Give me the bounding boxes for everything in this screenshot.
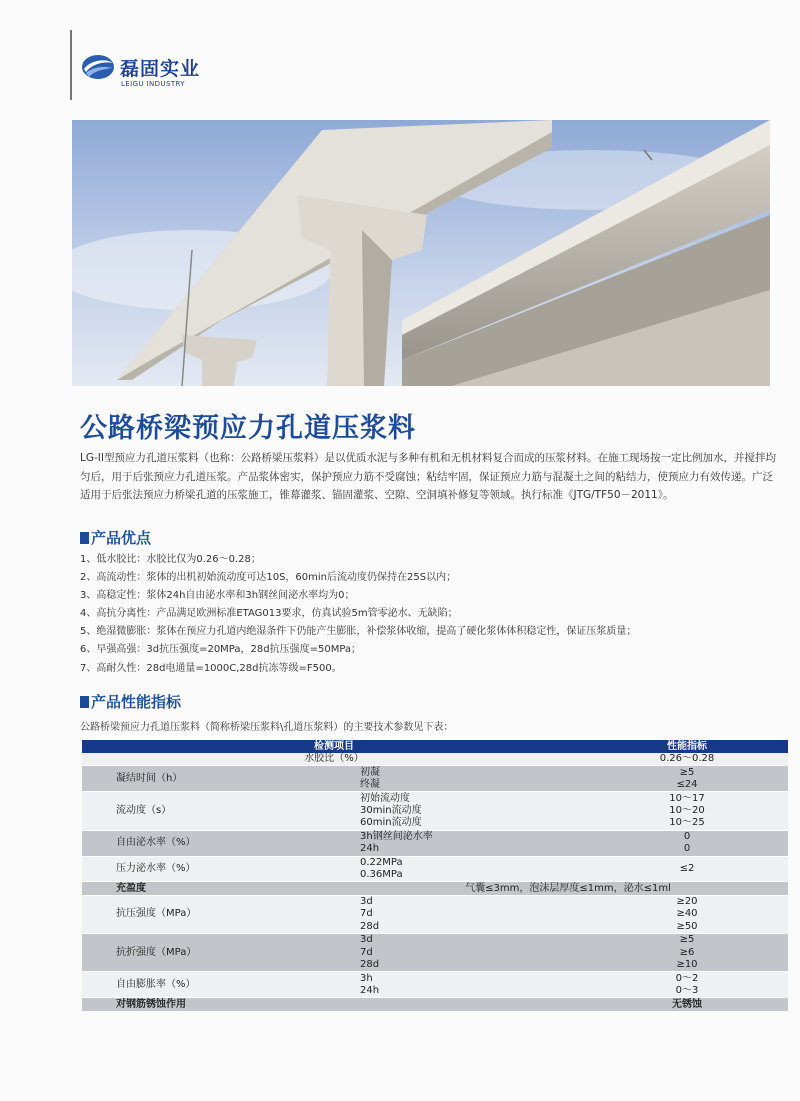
brand-name: 磊固实业 [120, 58, 201, 80]
table-header-row [82, 740, 788, 753]
header-value: 性能指标 [586, 740, 788, 753]
advantage-item: 5、绝湿微膨胀：浆体在预应力孔道内绝湿条件下仍能产生膨胀，补偿浆体收缩，提高了硬化浆体体积稳定性，保证压浆质量； [80, 626, 637, 638]
header-rule [70, 30, 72, 100]
product-title: 公路桥梁预应力孔道压浆料 [80, 413, 416, 444]
advantage-item: 6、早强高强：3d抗压强度=20MPa，28d抗压强度=50MPa； [80, 644, 362, 656]
advantage-item: 1、低水胶比：水胶比仅为0.26～0.28； [80, 554, 261, 565]
advantages-list [80, 551, 780, 678]
performance-heading: 产品性能指标 [80, 691, 181, 712]
section-square-icon [80, 696, 89, 708]
table-row: 28d ≥50 [82, 921, 788, 934]
header-item: 检测项目 [82, 740, 586, 753]
spec-table [82, 740, 788, 1011]
table-row: 自由泌水率（%） 3h钢丝间泌水率 0 [82, 830, 788, 843]
brand-name-english: LEIGU INDUSTRY [121, 80, 185, 88]
table-intro: 公路桥梁预应力孔道压浆料（简称桥梁压浆料\孔道压浆料）的主要技术参数见下表： [80, 722, 454, 733]
company-logo-icon [80, 52, 116, 82]
advantage-item: 7、高耐久性：28d电通量=1000C,28d抗冻等级=F500。 [80, 662, 342, 674]
table-row: 水胶比（%） 0.26～0.28 [82, 753, 788, 766]
table-row: 充盈度 气囊≤3mm，泡沫层厚度≤1mm，泌水≤1ml [82, 882, 788, 895]
table-row: 抗折强度（MPa） 3d ≥5 [82, 934, 788, 947]
advantage-item: 3、高稳定性：浆体24h自由泌水率和3h钢丝间泌水率均为0； [80, 590, 355, 602]
table-row: 24h 0～3 [82, 985, 788, 998]
table-row: 压力泌水率（%） 0.22MPa ≤2 [82, 856, 788, 869]
table-row: 30min流动度 10～20 [82, 805, 788, 817]
advantage-item: 4、高抗分离性：产品满足欧洲标准ETAG013要求，仿真试验5m管零泌水、无缺陷； [80, 608, 458, 620]
table-row: 凝结时间（h） 初凝 ≥5 [82, 766, 788, 779]
table-row: 28d ≥10 [82, 959, 788, 972]
table-row: 终凝 ≤24 [82, 779, 788, 792]
table-row: 24h 0 [82, 843, 788, 856]
bridge-photo [72, 120, 770, 386]
table-row: 流动度（s） 初始流动度 10～17 [82, 792, 788, 805]
table-row: 7d ≥40 [82, 908, 788, 920]
advantage-item: 2、高流动性：浆体的出机初始流动度可达10S，60min后流动度仍保持在25S以内； [80, 572, 457, 584]
advantages-heading: 产品优点 [80, 527, 151, 548]
table-row: 抗压强度（MPa） 3d ≥20 [82, 895, 788, 908]
table-row: 对钢筋锈蚀作用 无锈蚀 [82, 998, 788, 1011]
table-row: 7d ≥6 [82, 947, 788, 959]
table-row: 60min流动度 10～25 [82, 817, 788, 830]
table-row: 自由膨胀率（%） 3h 0～2 [82, 972, 788, 985]
product-intro: LG-II型预应力孔道压浆料（也称：公路桥梁压浆料）是以优质水泥与多种有机和无机材料复合而成的压浆材料。在施工现场按一定比例加水，并搅拌均匀后，用于后张预应力孔道压浆。产品浆体密实，保护预应力筋不受腐蚀；粘结牢固，保证预应力筋与混凝土之间的粘结力，使预应力有效传递。广泛适用于后张法预应力桥梁孔道的压浆施工，锥幕灌浆、锚固灌浆、空隙、空洞填补修复等领域。执行标准《JTG/TF50－2011》。 [80, 452, 776, 501]
table-row: 0.36MPa [82, 869, 788, 882]
section-square-icon [80, 532, 89, 544]
